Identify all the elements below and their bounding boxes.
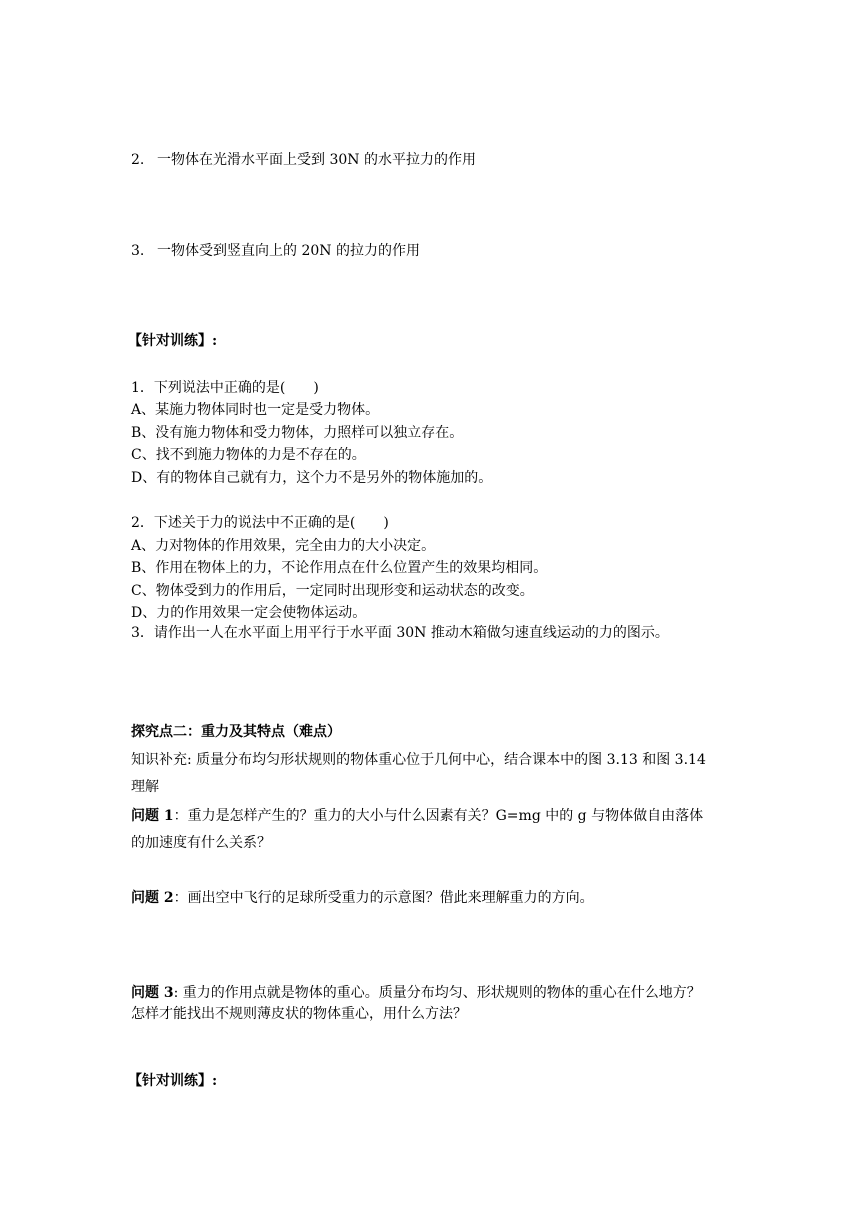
problem-2-label: 问题 2 [131,890,174,906]
question-1-option-d: D、有的物体自己就有力，这个力不是另外的物体施加的。 [131,470,493,486]
problem-2-text: ：画出空中飞行的足球所受重力的示意图？借此来理解重力的方向。 [173,890,594,906]
problem-2 [131,889,594,907]
problem-3-line-1 [131,984,701,1002]
question-2-option-a: A、力对物体的作用效果，完全由力的大小决定。 [131,538,436,554]
section-2-title: 探究点二：重力及其特点（难点） [131,724,341,740]
training-heading: 【针对训练】: [128,333,218,349]
knowledge-supplement-line-1: 知识补充: 质量分布均匀形状规则的物体重心位于几何中心，结合课本中的图 3.13 和图 3.14 [131,752,706,768]
problem-3-label: 问题 3 [131,985,174,1001]
example-number: 3. [131,243,145,259]
example-2 [131,151,476,169]
example-text: 一物体受到竖直向上的 20N 的拉力的作用 [157,243,420,259]
example-3 [131,242,420,260]
question-1-option-a: A、某施力物体同时也一定是受力物体。 [131,402,380,418]
problem-3-text: : 重力的作用点就是物体的重心。质量分布均匀、形状规则的物体的重心在什么地方？ [173,985,701,1001]
problem-1-label: 问题 1 [131,808,174,824]
question-2-option-c: C、物体受到力的作用后，一定同时出现形变和运动状态的改变。 [131,583,534,599]
problem-1-text: ：重力是怎样产生的？重力的大小与什么因素有关？G=mg 中的 g 与物体做自由落体 [173,808,704,824]
question-2-option-d: D、力的作用效果一定会使物体运动。 [131,605,367,621]
question-1-option-b: B、没有施力物体和受力物体，力照样可以独立存在。 [131,425,464,441]
example-number: 2. [131,152,145,168]
problem-3-line-2: 怎样才能找出不规则薄皮状的物体重心，用什么方法？ [131,1006,467,1022]
question-1-stem: 1．下列说法中正确的是( ) [131,380,319,396]
problem-1-line-2: 的加速度有什么关系？ [131,835,271,851]
question-2-stem: 2．下述关于力的说法中不正确的是( ) [131,515,389,531]
knowledge-supplement-line-2: 理解 [131,779,159,795]
question-3: 3．请作出一人在水平面上用平行于水平面 30N 推动木箱做匀速直线运动的力的图示。 [131,625,669,641]
example-text: 一物体在光滑水平面上受到 30N 的水平拉力的作用 [157,152,476,168]
training-heading-2: 【针对训练】: [128,1073,218,1089]
question-1-option-c: C、找不到施力物体的力是不存在的。 [131,447,366,463]
question-2-option-b: B、作用在物体上的力，不论作用点在什么位置产生的效果均相同。 [131,560,548,576]
problem-1-line-1 [131,807,703,825]
